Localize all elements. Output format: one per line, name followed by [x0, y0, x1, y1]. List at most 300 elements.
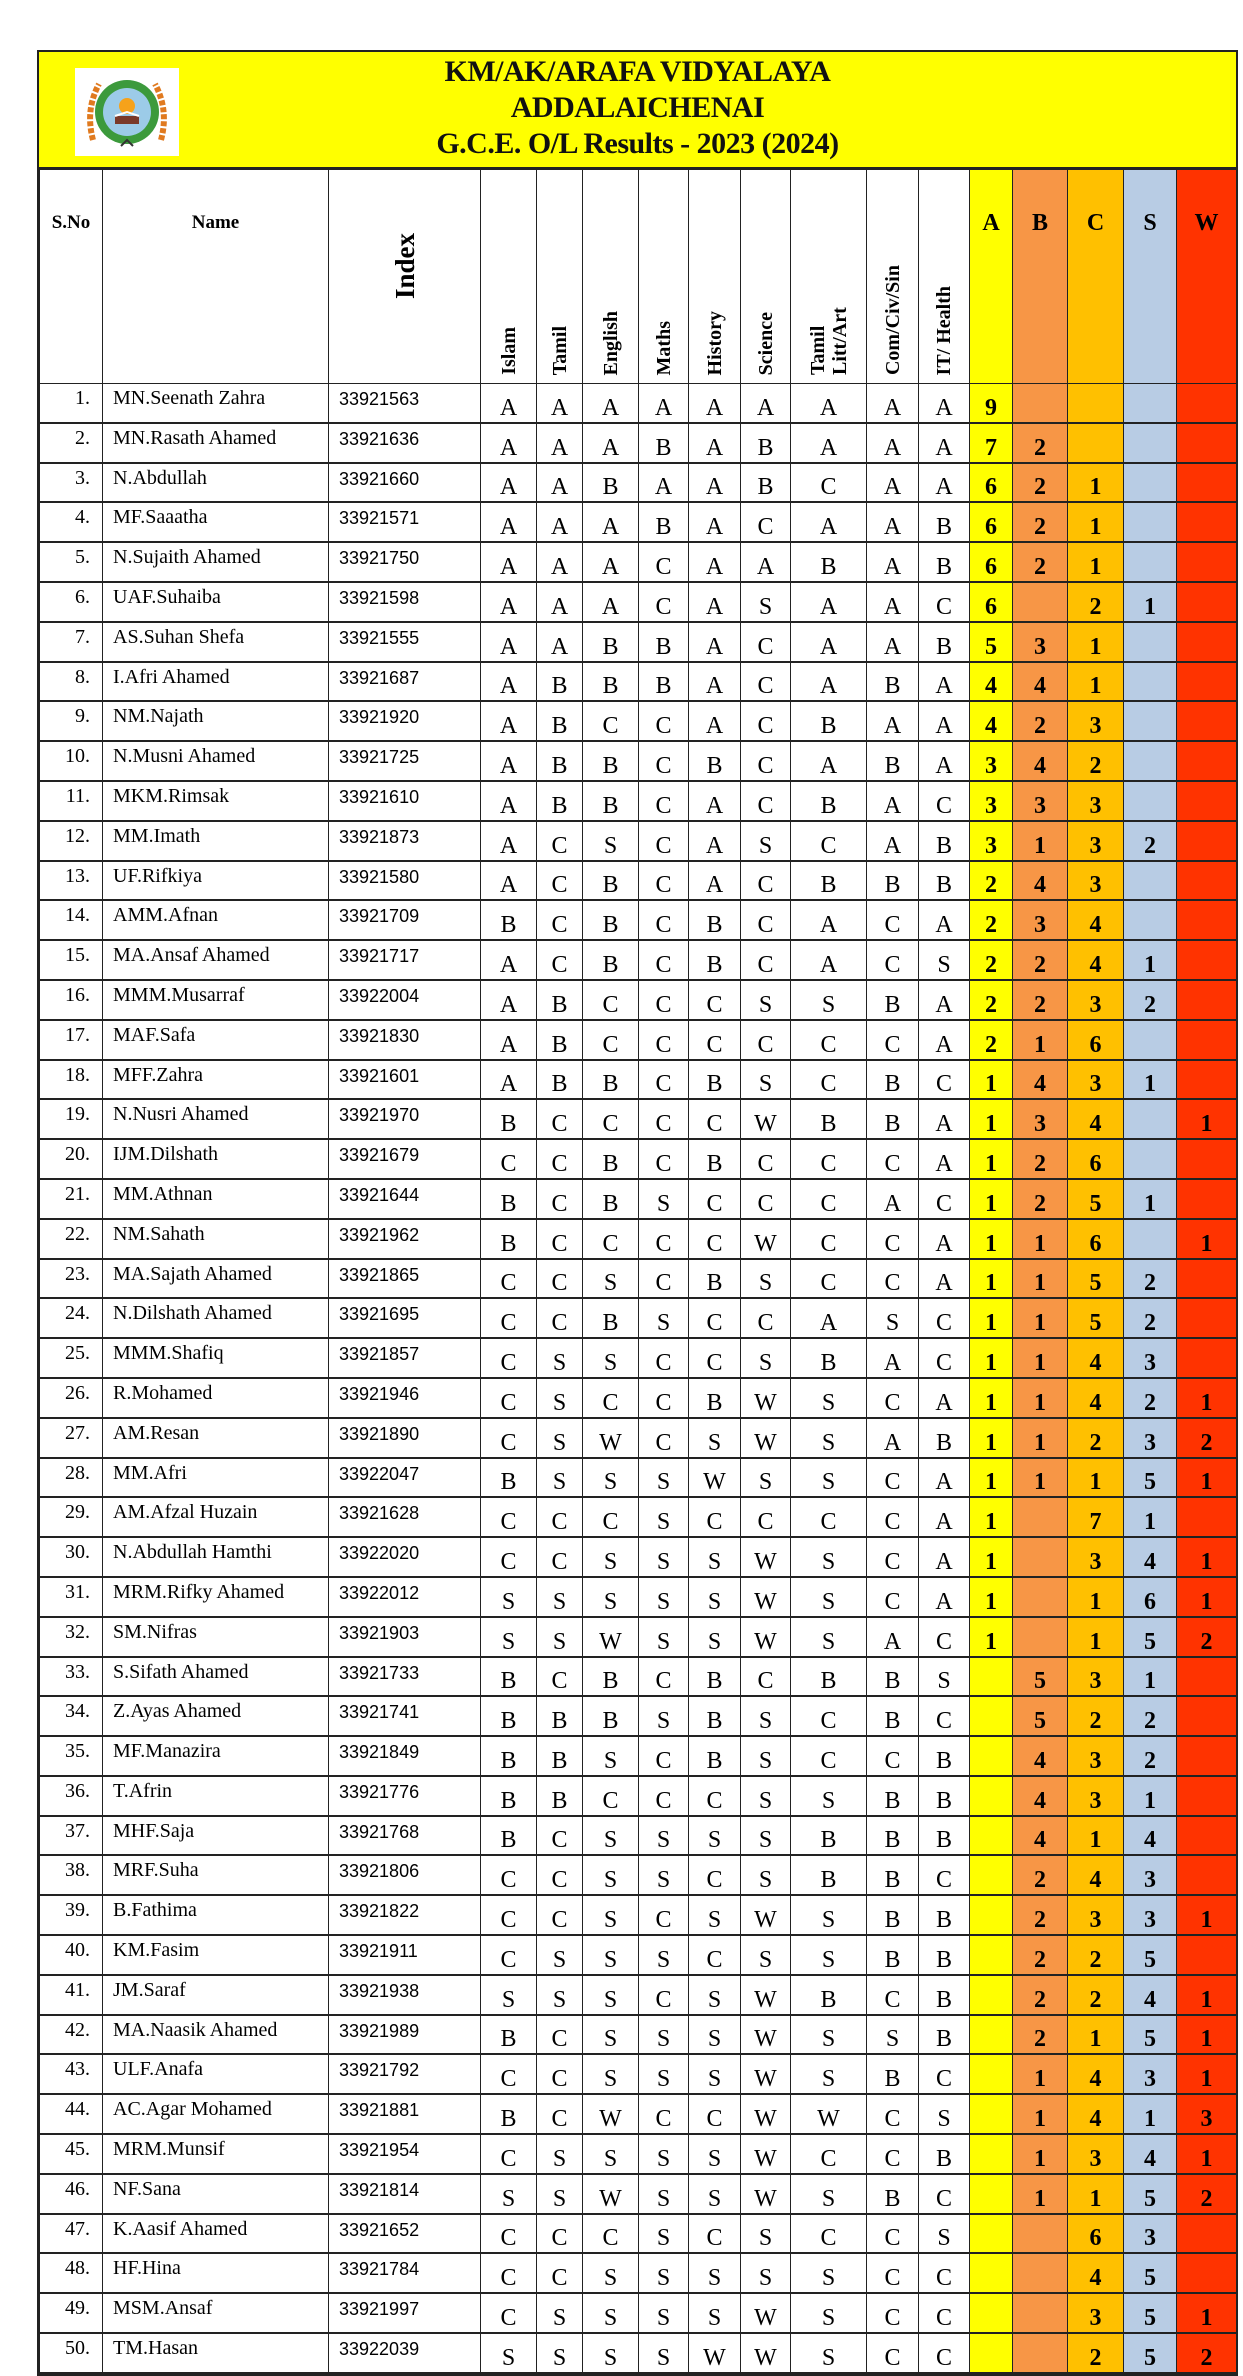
- grade-count-w: [1177, 542, 1237, 582]
- subject-grade: S: [689, 2174, 741, 2214]
- grade-count-s: [1124, 463, 1177, 503]
- subject-grade: C: [481, 1855, 537, 1895]
- subject-grade: A: [791, 940, 867, 980]
- subject-grade: S: [919, 1657, 970, 1697]
- table-row: [40, 980, 1237, 1020]
- serial-number: 42.: [40, 2015, 103, 2055]
- grade-count-c: 2: [1068, 582, 1124, 622]
- subject-grade: S: [689, 1537, 741, 1577]
- subject-grade: B: [919, 1736, 970, 1776]
- index-number: 33921792: [329, 2054, 481, 2094]
- subject-grade: B: [867, 2174, 919, 2214]
- subject-grade: W: [741, 2174, 791, 2214]
- grade-count-a: [970, 1657, 1013, 1697]
- grade-count-b: 1: [1013, 1338, 1068, 1378]
- grade-count-b: 4: [1013, 662, 1068, 702]
- grade-count-b: 5: [1013, 1657, 1068, 1697]
- subject-grade: B: [481, 1099, 537, 1139]
- subject-grade: W: [689, 2333, 741, 2373]
- subject-grade: C: [481, 1338, 537, 1378]
- subject-grade: C: [867, 1458, 919, 1498]
- subject-grade: C: [791, 1259, 867, 1299]
- subject-grade: B: [639, 423, 689, 463]
- index-number: 33921776: [329, 1776, 481, 1816]
- grade-count-c: 3: [1068, 861, 1124, 901]
- subject-grade: C: [867, 1975, 919, 2015]
- subject-grade: A: [537, 423, 583, 463]
- student-name: AM.Resan: [103, 1418, 329, 1458]
- student-name: MKM.Rimsak: [103, 781, 329, 821]
- subject-grade: W: [741, 2293, 791, 2333]
- student-name: MRF.Suha: [103, 1855, 329, 1895]
- subject-grade: C: [639, 1736, 689, 1776]
- subject-grade: B: [689, 1259, 741, 1299]
- subject-grade: A: [867, 582, 919, 622]
- index-number: 33921822: [329, 1895, 481, 1935]
- grade-count-b: [1013, 1497, 1068, 1537]
- serial-number: 12.: [40, 821, 103, 861]
- subject-grade: C: [867, 1219, 919, 1259]
- table-row: [40, 1776, 1237, 1816]
- grade-count-s: [1124, 861, 1177, 901]
- grade-count-b: 4: [1013, 861, 1068, 901]
- subject-grade: C: [791, 821, 867, 861]
- subject-grade: C: [537, 1537, 583, 1577]
- subject-grade: C: [919, 1338, 970, 1378]
- grade-count-s: 2: [1124, 1736, 1177, 1776]
- grade-count-c: 4: [1068, 940, 1124, 980]
- col-header-com-civ-sin: Com/Civ/Sin: [867, 170, 919, 384]
- grade-count-w: 1: [1177, 1577, 1237, 1617]
- subject-grade: C: [689, 1020, 741, 1060]
- subject-grade: S: [791, 1418, 867, 1458]
- col-header-grade-b: B: [1013, 170, 1068, 384]
- subject-grade: C: [741, 502, 791, 542]
- grade-count-b: 3: [1013, 781, 1068, 821]
- grade-count-s: [1124, 423, 1177, 463]
- student-name: MM.Afri: [103, 1458, 329, 1498]
- table-row: [40, 1338, 1237, 1378]
- serial-number: 38.: [40, 1855, 103, 1895]
- grade-count-c: 4: [1068, 1855, 1124, 1895]
- grade-count-c: 2: [1068, 1975, 1124, 2015]
- subject-grade: B: [639, 622, 689, 662]
- subject-grade: S: [919, 2214, 970, 2254]
- subject-grade: A: [481, 662, 537, 702]
- subject-grade: A: [481, 1060, 537, 1100]
- subject-grade: A: [583, 502, 639, 542]
- serial-number: 22.: [40, 1219, 103, 1259]
- grade-count-w: 1: [1177, 1895, 1237, 1935]
- table-row: [40, 2214, 1237, 2254]
- subject-grade: C: [537, 821, 583, 861]
- table-row: [40, 2134, 1237, 2174]
- index-number: 33921687: [329, 662, 481, 702]
- subject-grade: W: [741, 2333, 791, 2373]
- table-row: [40, 1060, 1237, 1100]
- subject-grade: S: [741, 2214, 791, 2254]
- grade-count-s: [1124, 622, 1177, 662]
- subject-grade: S: [639, 2174, 689, 2214]
- grade-count-w: 1: [1177, 1537, 1237, 1577]
- subject-grade: A: [689, 582, 741, 622]
- subject-grade: W: [583, 2174, 639, 2214]
- subject-grade: S: [791, 2293, 867, 2333]
- grade-count-w: [1177, 940, 1237, 980]
- subject-grade: C: [639, 741, 689, 781]
- grade-count-w: 1: [1177, 1378, 1237, 1418]
- subject-grade: A: [791, 1298, 867, 1338]
- index-number: 33921580: [329, 861, 481, 901]
- subject-grade: A: [867, 622, 919, 662]
- subject-grade: A: [689, 423, 741, 463]
- subject-grade: C: [537, 861, 583, 901]
- serial-number: 46.: [40, 2174, 103, 2214]
- subject-grade: C: [639, 1219, 689, 1259]
- grade-count-w: [1177, 1139, 1237, 1179]
- school-name: KM/AK/ARAFA VIDYALAYA: [444, 55, 831, 88]
- subject-grade: S: [741, 1458, 791, 1498]
- subject-grade: B: [919, 1895, 970, 1935]
- subject-grade: A: [919, 423, 970, 463]
- subject-grade: C: [867, 2333, 919, 2373]
- student-name: MN.Rasath Ahamed: [103, 423, 329, 463]
- subject-grade: C: [537, 2253, 583, 2293]
- subject-grade: B: [583, 1298, 639, 1338]
- grade-count-w: [1177, 1259, 1237, 1299]
- subject-grade: S: [537, 1418, 583, 1458]
- serial-number: 11.: [40, 781, 103, 821]
- subject-grade: B: [481, 2015, 537, 2055]
- subject-grade: C: [741, 1298, 791, 1338]
- table-row: [40, 1657, 1237, 1697]
- subject-grade: C: [867, 1497, 919, 1537]
- subject-grade: C: [481, 1537, 537, 1577]
- table-row: [40, 1020, 1237, 1060]
- grade-count-b: 1: [1013, 1298, 1068, 1338]
- serial-number: 6.: [40, 582, 103, 622]
- subject-grade: W: [741, 1537, 791, 1577]
- grade-count-a: 1: [970, 1298, 1013, 1338]
- student-name: SM.Nifras: [103, 1617, 329, 1657]
- subject-grade: A: [741, 384, 791, 423]
- subject-grade: W: [583, 2094, 639, 2134]
- grade-count-s: [1124, 1099, 1177, 1139]
- subject-grade: C: [583, 980, 639, 1020]
- serial-number: 25.: [40, 1338, 103, 1378]
- col-header-english: English: [583, 170, 639, 384]
- subject-grade: C: [481, 1298, 537, 1338]
- grade-count-s: 1: [1124, 582, 1177, 622]
- grade-count-a: [970, 1935, 1013, 1975]
- grade-count-c: 3: [1068, 1657, 1124, 1697]
- grade-count-a: [970, 2015, 1013, 2055]
- subject-grade: B: [583, 741, 639, 781]
- subject-grade: A: [481, 622, 537, 662]
- subject-grade: B: [639, 662, 689, 702]
- subject-grade: A: [481, 1020, 537, 1060]
- grade-count-b: [1013, 1537, 1068, 1577]
- subject-grade: C: [639, 1139, 689, 1179]
- subject-grade: B: [867, 1816, 919, 1856]
- grade-count-s: 3: [1124, 1338, 1177, 1378]
- subject-grade: S: [583, 1458, 639, 1498]
- subject-grade: C: [481, 1378, 537, 1418]
- grade-count-s: [1124, 1139, 1177, 1179]
- grade-count-a: 6: [970, 582, 1013, 622]
- subject-grade: C: [919, 582, 970, 622]
- subject-grade: B: [689, 1139, 741, 1179]
- subject-grade: C: [741, 900, 791, 940]
- grade-count-s: 3: [1124, 2054, 1177, 2094]
- table-row: [40, 2054, 1237, 2094]
- subject-grade: C: [583, 701, 639, 741]
- subject-grade: S: [537, 1577, 583, 1617]
- student-name: ULF.Anafa: [103, 2054, 329, 2094]
- subject-grade: A: [689, 701, 741, 741]
- grade-count-s: 2: [1124, 1298, 1177, 1338]
- subject-grade: S: [741, 980, 791, 1020]
- grade-count-b: 1: [1013, 1418, 1068, 1458]
- grade-count-w: [1177, 1298, 1237, 1338]
- subject-grade: C: [919, 1179, 970, 1219]
- subject-grade: S: [741, 2253, 791, 2293]
- subject-grade: C: [537, 1298, 583, 1338]
- grade-count-a: 1: [970, 1099, 1013, 1139]
- subject-grade: B: [583, 1657, 639, 1697]
- subject-grade: C: [537, 2094, 583, 2134]
- subject-grade: B: [481, 1696, 537, 1736]
- subject-grade: W: [741, 1418, 791, 1458]
- subject-grade: B: [537, 781, 583, 821]
- subject-grade: A: [481, 781, 537, 821]
- student-name: TM.Hasan: [103, 2333, 329, 2373]
- subject-grade: W: [583, 1418, 639, 1458]
- subject-grade: S: [791, 2015, 867, 2055]
- subject-grade: C: [689, 1935, 741, 1975]
- grade-count-c: 3: [1068, 1776, 1124, 1816]
- student-name: MRM.Rifky Ahamed: [103, 1577, 329, 1617]
- grade-count-w: [1177, 384, 1237, 423]
- grade-count-s: [1124, 701, 1177, 741]
- subject-grade: C: [741, 1020, 791, 1060]
- student-name: AS.Suhan Shefa: [103, 622, 329, 662]
- subject-grade: C: [639, 1378, 689, 1418]
- subject-grade: A: [689, 502, 741, 542]
- subject-grade: A: [867, 1617, 919, 1657]
- subject-grade: C: [689, 1855, 741, 1895]
- serial-number: 41.: [40, 1975, 103, 2015]
- subject-grade: A: [867, 1338, 919, 1378]
- grade-count-c: [1068, 384, 1124, 423]
- grade-count-c: 3: [1068, 701, 1124, 741]
- student-name: UAF.Suhaiba: [103, 582, 329, 622]
- index-number: 33921628: [329, 1497, 481, 1537]
- grade-count-s: 2: [1124, 821, 1177, 861]
- subject-grade: A: [791, 582, 867, 622]
- index-number: 33921598: [329, 582, 481, 622]
- subject-grade: C: [639, 1776, 689, 1816]
- subject-grade: S: [791, 1378, 867, 1418]
- student-name: N.Sujaith Ahamed: [103, 542, 329, 582]
- subject-grade: S: [583, 1537, 639, 1577]
- grade-count-s: 6: [1124, 1577, 1177, 1617]
- subject-grade: S: [639, 2293, 689, 2333]
- grade-count-a: 6: [970, 542, 1013, 582]
- subject-grade: B: [689, 1696, 741, 1736]
- grade-count-w: 3: [1177, 2094, 1237, 2134]
- subject-grade: B: [689, 1736, 741, 1776]
- subject-grade: B: [481, 1736, 537, 1776]
- subject-grade: C: [537, 900, 583, 940]
- subject-grade: B: [919, 542, 970, 582]
- col-header-index: Index: [329, 170, 481, 384]
- grade-count-w: [1177, 701, 1237, 741]
- subject-grade: S: [583, 2134, 639, 2174]
- grade-count-a: 2: [970, 1020, 1013, 1060]
- subject-grade: C: [919, 1060, 970, 1100]
- grade-count-b: 1: [1013, 1378, 1068, 1418]
- subject-grade: S: [791, 2253, 867, 2293]
- serial-number: 1.: [40, 384, 103, 423]
- grade-count-s: 2: [1124, 1259, 1177, 1299]
- subject-grade: C: [689, 2094, 741, 2134]
- subject-grade: S: [639, 1179, 689, 1219]
- grade-count-a: 6: [970, 463, 1013, 503]
- grade-count-a: 1: [970, 1139, 1013, 1179]
- student-name: NM.Sahath: [103, 1219, 329, 1259]
- grade-count-w: [1177, 900, 1237, 940]
- results-table: [39, 169, 1237, 2374]
- subject-grade: C: [741, 662, 791, 702]
- index-number: 33922039: [329, 2333, 481, 2373]
- student-name: R.Mohamed: [103, 1378, 329, 1418]
- col-header-islam: Islam: [481, 170, 537, 384]
- subject-grade: C: [537, 1895, 583, 1935]
- subject-grade: C: [867, 1259, 919, 1299]
- table-row: [40, 1418, 1237, 1458]
- subject-grade: C: [537, 2054, 583, 2094]
- serial-number: 13.: [40, 861, 103, 901]
- subject-grade: W: [741, 1975, 791, 2015]
- grade-count-w: [1177, 980, 1237, 1020]
- subject-grade: S: [741, 1816, 791, 1856]
- col-header-sno: S.No: [40, 170, 103, 384]
- subject-grade: S: [639, 1577, 689, 1617]
- subject-grade: S: [741, 1776, 791, 1816]
- subject-grade: C: [537, 2015, 583, 2055]
- grade-count-b: 2: [1013, 1179, 1068, 1219]
- subject-grade: C: [919, 1696, 970, 1736]
- index-number: 33921679: [329, 1139, 481, 1179]
- subject-grade: A: [919, 463, 970, 503]
- subject-grade: C: [639, 1418, 689, 1458]
- subject-grade: S: [919, 940, 970, 980]
- subject-grade: A: [481, 384, 537, 423]
- serial-number: 18.: [40, 1060, 103, 1100]
- index-number: 33921962: [329, 1219, 481, 1259]
- subject-grade: A: [741, 542, 791, 582]
- subject-grade: A: [481, 741, 537, 781]
- grade-count-a: [970, 1895, 1013, 1935]
- subject-grade: B: [919, 1776, 970, 1816]
- subject-grade: C: [481, 2214, 537, 2254]
- subject-grade: A: [689, 781, 741, 821]
- subject-grade: A: [791, 502, 867, 542]
- subject-grade: C: [867, 2094, 919, 2134]
- subject-grade: A: [537, 542, 583, 582]
- subject-grade: S: [639, 1816, 689, 1856]
- subject-grade: C: [639, 1099, 689, 1139]
- subject-grade: S: [791, 2174, 867, 2214]
- subject-grade: C: [639, 900, 689, 940]
- subject-grade: C: [867, 1020, 919, 1060]
- table-row: [40, 1378, 1237, 1418]
- subject-grade: W: [689, 1458, 741, 1498]
- grade-count-c: 2: [1068, 741, 1124, 781]
- subject-grade: A: [919, 900, 970, 940]
- subject-grade: C: [639, 1259, 689, 1299]
- subject-grade: S: [639, 1458, 689, 1498]
- grade-count-a: [970, 2054, 1013, 2094]
- subject-grade: C: [537, 1855, 583, 1895]
- table-row: [40, 662, 1237, 702]
- index-number: 33922047: [329, 1458, 481, 1498]
- subject-grade: C: [741, 781, 791, 821]
- subject-grade: C: [741, 861, 791, 901]
- subject-grade: C: [481, 2253, 537, 2293]
- subject-grade: S: [583, 2293, 639, 2333]
- grade-count-a: 1: [970, 1378, 1013, 1418]
- grade-count-a: 9: [970, 384, 1013, 423]
- subject-grade: C: [741, 940, 791, 980]
- subject-grade: C: [481, 1497, 537, 1537]
- subject-grade: A: [481, 423, 537, 463]
- table-row: [40, 1696, 1237, 1736]
- table-row: [40, 861, 1237, 901]
- index-number: 33921636: [329, 423, 481, 463]
- subject-grade: S: [689, 2054, 741, 2094]
- index-number: 33921709: [329, 900, 481, 940]
- subject-grade: C: [791, 1020, 867, 1060]
- serial-number: 30.: [40, 1537, 103, 1577]
- student-name: MRM.Munsif: [103, 2134, 329, 2174]
- grade-count-b: 2: [1013, 1139, 1068, 1179]
- grade-count-b: 2: [1013, 1975, 1068, 2015]
- grade-count-s: 1: [1124, 1657, 1177, 1697]
- grade-count-c: 5: [1068, 1179, 1124, 1219]
- index-number: 33921563: [329, 384, 481, 423]
- serial-number: 36.: [40, 1776, 103, 1816]
- grade-count-c: 1: [1068, 502, 1124, 542]
- subject-grade: C: [741, 701, 791, 741]
- table-row: [40, 940, 1237, 980]
- grade-count-b: 1: [1013, 2094, 1068, 2134]
- subject-grade: S: [583, 1816, 639, 1856]
- subject-grade: S: [481, 1577, 537, 1617]
- grade-count-s: [1124, 542, 1177, 582]
- index-number: 33921873: [329, 821, 481, 861]
- subject-grade: C: [639, 701, 689, 741]
- subject-grade: C: [791, 1139, 867, 1179]
- subject-grade: S: [583, 2333, 639, 2373]
- subject-grade: B: [481, 1657, 537, 1697]
- index-number: 33921555: [329, 622, 481, 662]
- grade-count-w: 1: [1177, 2054, 1237, 2094]
- subject-grade: A: [919, 1219, 970, 1259]
- grade-count-b: 2: [1013, 1895, 1068, 1935]
- subject-grade: S: [741, 582, 791, 622]
